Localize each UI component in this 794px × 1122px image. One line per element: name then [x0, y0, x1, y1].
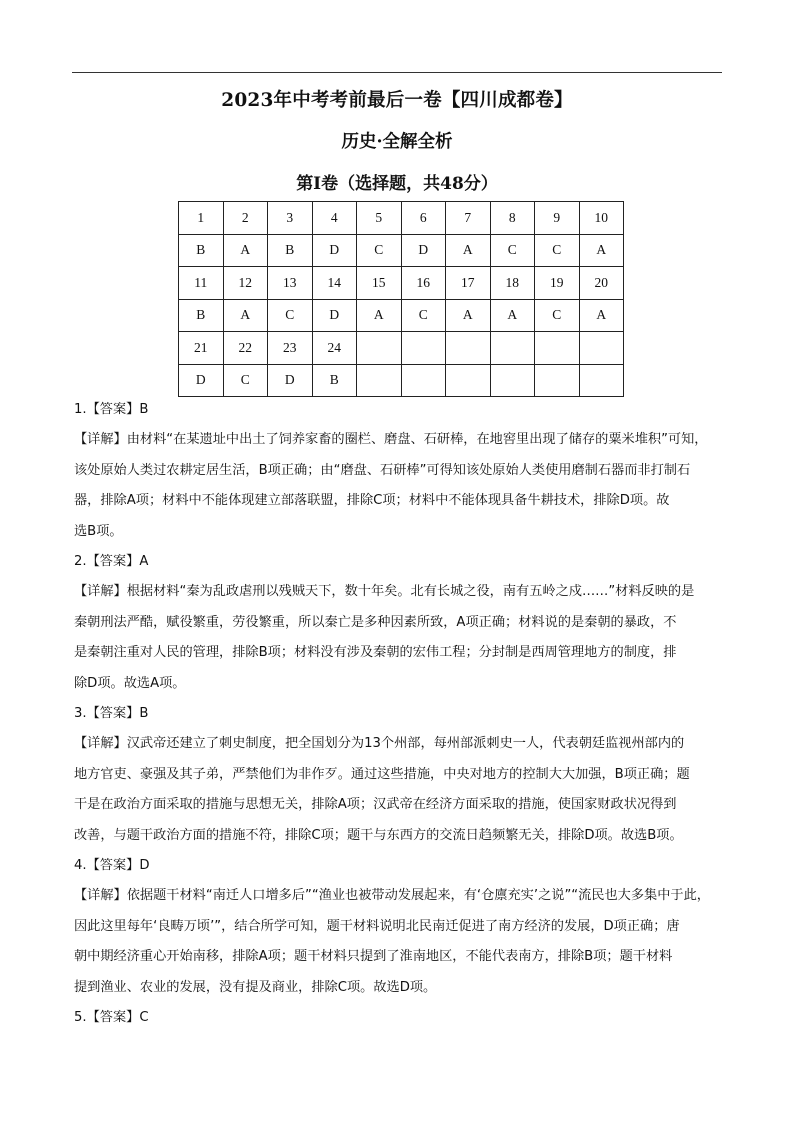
answer-table-cell: 6 [401, 202, 446, 235]
detail-line: 【详解】根据材料“秦为乱政虐刑以残贼天下，数十年矣。北有长城之役，南有五岭之戍……”材料反映的是 [74, 584, 695, 599]
answer-table-row [179, 202, 624, 235]
detail-paragraph [74, 729, 724, 851]
answer-table-cell: 10 [579, 202, 624, 235]
answer-table-cell: 16 [401, 267, 446, 300]
answer-table-cell: C [268, 299, 313, 332]
detail-paragraph [74, 881, 724, 1003]
answer-table-cell [535, 332, 580, 365]
answer-table-cell [357, 364, 402, 397]
answer-table-cell [579, 364, 624, 397]
detail-line: 该处原始人类过农耕定居生活，B项正确；由“磨盘、石研棒”可得知该处原始人类使用磨制石器而非打制石 [74, 462, 691, 478]
detail-line: 地方官吏、豪强及其子弟，严禁他们为非作歹。通过这些措施，中央对地方的控制大大加强，B项正确；题 [74, 766, 690, 782]
detail-line: 除D项。故选A项。 [74, 675, 186, 691]
answer-table-cell: 14 [312, 267, 357, 300]
answer-table-cell: D [401, 234, 446, 267]
answer-table-cell: 20 [579, 267, 624, 300]
answer-table-cell: 9 [535, 202, 580, 235]
answer-table-cell: 24 [312, 332, 357, 365]
answer-table-cell [357, 332, 402, 365]
answer-table-cell: A [357, 299, 402, 332]
answer-table-cell: 23 [268, 332, 313, 365]
answer-table-cell: 8 [490, 202, 535, 235]
detail-line: 【详解】汉武帝还建立了刺史制度，把全国划分为13个州部，每州部派刺史一人，代表朝廷监视州部内的 [74, 736, 685, 751]
answer-table-row [179, 267, 624, 300]
answer-table-row [179, 299, 624, 332]
answer-table-cell: 1 [179, 202, 224, 235]
answer-table-cell: 5 [357, 202, 402, 235]
answer-label: 3.【答案】B [74, 706, 149, 721]
answer-table-cell: A [446, 234, 491, 267]
answer-table-cell: D [268, 364, 313, 397]
answer-table-cell: D [179, 364, 224, 397]
answer-table-row [179, 332, 624, 365]
detail-line: 朝中期经济重心开始南移，排除A项；题干材料只提到了淮南地区，不能代表南方，排除B项；题干材料 [74, 949, 673, 964]
answer-table-cell: 7 [446, 202, 491, 235]
answer-table-cell: A [579, 234, 624, 267]
answer-table-cell: C [357, 234, 402, 267]
answer-table-cell: 21 [179, 332, 224, 365]
section-heading: 第Ⅰ卷（选择题，共48分） [296, 174, 498, 194]
detail-line: 【详解】由材料“在某遗址中出土了饲养家畜的圈栏、磨盘、石研棒，在地窖里出现了储存的粟米堆积”可知， [74, 432, 708, 447]
detail-line: 秦朝刑法严酷，赋役繁重，劳役繁重，所以秦亡是多种因素所致，A项正确；材料说的是秦朝的暴政，不 [74, 614, 677, 630]
answer-table-cell [490, 332, 535, 365]
answer-table-cell: B [179, 234, 224, 267]
detail-line: 提到渔业、农业的发展，没有提及商业，排除C项。故选D项。 [74, 979, 437, 995]
detail-line: 是秦朝注重对人民的管理，排除B项；材料没有涉及秦朝的宏伟工程；分封制是西周管理地方的制度，排 [74, 645, 677, 660]
header-rule [72, 72, 722, 73]
answer-table-cell: 22 [223, 332, 268, 365]
answer-table-cell: B [312, 364, 357, 397]
answer-table-cell [401, 364, 446, 397]
answer-label: 4.【答案】D [74, 858, 150, 873]
answer-label: 1.【答案】B [74, 402, 149, 417]
answer-table-row [179, 234, 624, 267]
answer-label: 2.【答案】A [74, 554, 149, 569]
answer-table-cell: B [268, 234, 313, 267]
answer-table-cell: A [446, 299, 491, 332]
detail-line: 干是在政治方面采取的措施与思想无关，排除A项；汉武帝在经济方面采取的措施，使国家财政状况得到 [74, 797, 677, 812]
page-title: 2023年中考考前最后一卷【四川成都卷】 [221, 90, 573, 111]
answer-table-cell [490, 364, 535, 397]
answer-table-cell: 13 [268, 267, 313, 300]
answer-table-cell: D [312, 234, 357, 267]
answer-table-cell: 3 [268, 202, 313, 235]
answer-table-cell: 19 [535, 267, 580, 300]
detail-paragraph [74, 425, 724, 547]
answer-table-cell: C [490, 234, 535, 267]
answer-table-cell: 12 [223, 267, 268, 300]
answer-table-cell [446, 364, 491, 397]
answer-table-cell: C [535, 299, 580, 332]
answer-table-cell [446, 332, 491, 365]
answer-table-cell [535, 364, 580, 397]
explanations [74, 395, 724, 1033]
answer-table [178, 201, 624, 397]
answer-table-cell: 15 [357, 267, 402, 300]
answer-table-cell: C [401, 299, 446, 332]
answer-table-row [179, 364, 624, 397]
answer-table-cell: B [179, 299, 224, 332]
answer-table-cell: 2 [223, 202, 268, 235]
detail-line: 选B项。 [74, 523, 123, 539]
answer-table-cell: A [223, 299, 268, 332]
answer-table-cell: A [490, 299, 535, 332]
answer-label: 5.【答案】C [74, 1010, 149, 1025]
answer-table-cell: 18 [490, 267, 535, 300]
detail-paragraph [74, 577, 724, 699]
answer-table-cell: A [579, 299, 624, 332]
answer-table-cell: D [312, 299, 357, 332]
detail-line: 因此这里每年‘良畴万顷’”，结合所学可知，题干材料说明北民南迁促进了南方经济的发展，D项正确；唐 [74, 918, 680, 934]
detail-line: 器，排除A项；材料中不能体现建立部落联盟，排除C项；材料中不能体现具备牛耕技术，排除D项。故 [74, 493, 670, 508]
answer-table-cell: 17 [446, 267, 491, 300]
answer-table-cell [579, 332, 624, 365]
detail-line: 【详解】依据题干材料“南迁人口增多后”“渔业也被带动发展起来，有‘仓廪充实’之说”“流民也大多集中于此， [74, 888, 710, 903]
answer-table-cell [401, 332, 446, 365]
answer-table-cell: C [223, 364, 268, 397]
page-subtitle: 历史·全解全析 [341, 132, 453, 152]
answer-table-cell: A [223, 234, 268, 267]
answer-table-cell: 11 [179, 267, 224, 300]
detail-line: 改善，与题干政治方面的措施不符，排除C项；题干与东西方的交流日趋频繁无关，排除D项。故选B项。 [74, 827, 683, 843]
answer-table-cell: C [535, 234, 580, 267]
answer-table-cell: 4 [312, 202, 357, 235]
